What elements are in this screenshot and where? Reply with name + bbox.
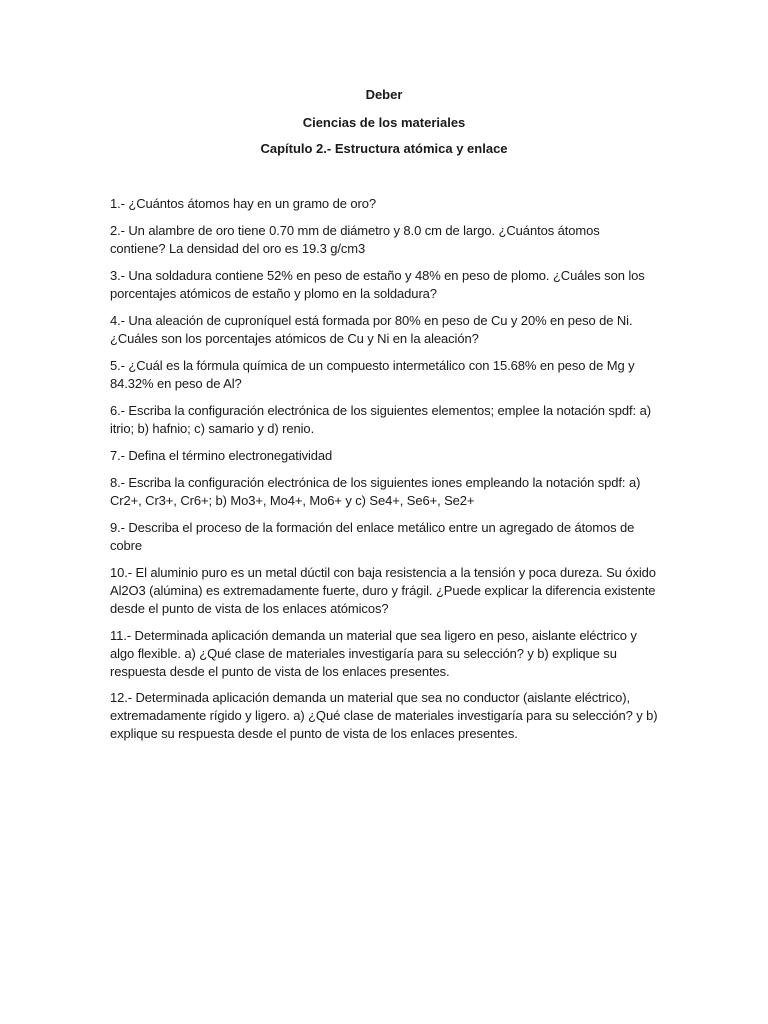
question-4: 4.- Una aleación de cuproníquel está formada por 80% en peso de Cu y 20% en peso de Ni. ¿Cuáles son los porcentajes atómicos de Cu y Ni en la aleación?	[110, 313, 633, 346]
question-6: 6.- Escriba la configuración electrónica de los siguientes elementos; emplee la notación spdf: a) itrio; b) hafnio; c) samario y d) renio.	[110, 403, 651, 436]
question-9: 9.- Describa el proceso de la formación del enlace metálico entre un agregado de átomos de cobre	[110, 520, 635, 553]
question-7: 7.- Defina el término electronegatividad	[110, 448, 333, 463]
course-title: Ciencias de los materiales	[302, 115, 466, 130]
question-2: 2.- Un alambre de oro tiene 0.70 mm de diámetro y 8.0 cm de largo. ¿Cuántos átomos contiene? La densidad del oro es 19.3 g/cm3	[110, 223, 600, 256]
chapter-title: Capítulo 2.- Estructura atómica y enlace	[260, 141, 508, 156]
question-11: 11.- Determinada aplicación demanda un material que sea ligero en peso, aislante eléctrico y algo flexible. a) ¿Qué clase de materiales investigaría para su selección? y b) explique su respuesta desde el punto de vista de los enlaces presentes.	[110, 628, 637, 679]
question-5: 5.- ¿Cuál es la fórmula química de un compuesto intermetálico con 15.68% en peso de Mg y 84.32% en peso de Al?	[110, 358, 635, 391]
question-8: 8.- Escriba la configuración electrónica de los siguientes iones empleando la notación spdf: a) Cr2+, Cr3+, Cr6+; b) Mo3+, Mo4+, Mo6+ y c) Se4+, Se6+, Se2+	[110, 475, 641, 508]
question-10: 10.- El aluminio puro es un metal dúctil con baja resistencia a la tensión y poca dureza. Su óxido Al2O3 (alúmina) es extremadamente fuerte, duro y frágil. ¿Puede explicar la diferencia existente desde el punto de vista de los enlaces atómicos?	[110, 565, 656, 616]
document-title: Deber	[365, 87, 403, 102]
question-1: 1.- ¿Cuántos átomos hay en un gramo de oro?	[110, 196, 376, 211]
question-12: 12.- Determinada aplicación demanda un material que sea no conductor (aislante eléctrico), extremadamente rígido y ligero. a) ¿Qué clase de materiales investigaría para su selección? y b) explique su respuesta desde el punto de vista de los enlaces presentes.	[110, 690, 658, 741]
question-3: 3.- Una soldadura contiene 52% en peso de estaño y 48% en peso de plomo. ¿Cuáles son los porcentajes atómicos de estaño y plomo en la soldadura?	[110, 268, 645, 301]
